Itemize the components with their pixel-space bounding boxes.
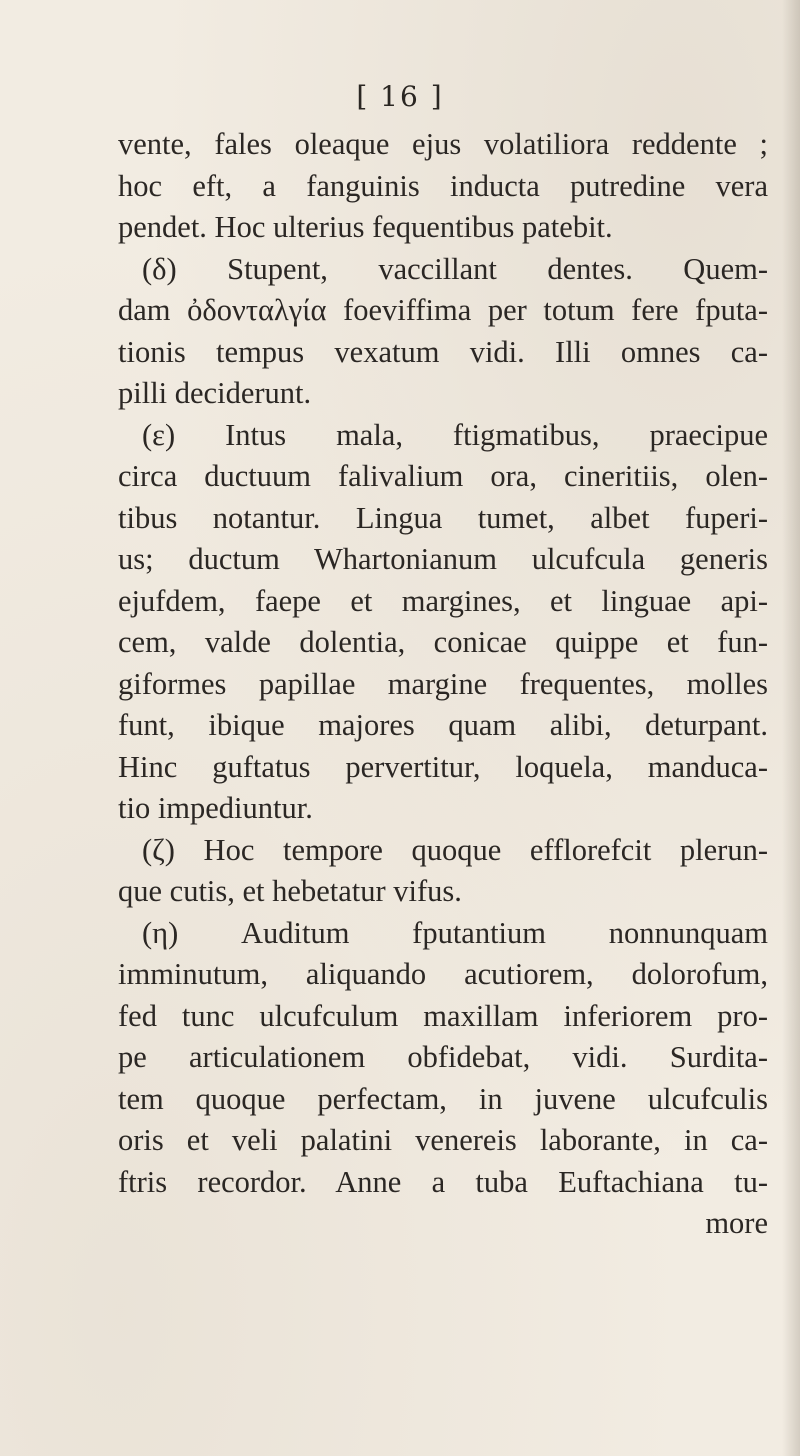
text-line: oris et veli palatini venereis laborante, in ca- <box>118 1123 768 1157</box>
page-number: [ 16 ] <box>356 80 444 113</box>
text-line: tio impediuntur. <box>118 791 313 825</box>
text-line: que cutis, et hebetatur vifus. <box>118 874 462 908</box>
text-line: pendet. Hoc ulterius fequentibus patebit. <box>118 210 613 244</box>
text-line: ftris recordor. Anne a tuba Euftachiana tu- <box>118 1164 768 1199</box>
text-line: pe articulationem obfidebat, vidi. Surdita- <box>118 1040 768 1074</box>
text-line: pilli deciderunt. <box>118 376 312 410</box>
body-text <box>118 124 768 1245</box>
text-line: ejufdem, faepe et margines, et linguae api- <box>118 583 768 618</box>
text-line: tionis tempus vexatum vidi. Illi omnes ca- <box>118 334 768 369</box>
text-line: cem, valde dolentia, conicae quippe et fun- <box>118 625 768 659</box>
text-line: (η) Auditum fputantium nonnunquam <box>142 915 768 950</box>
text-line: giformes papillae margine frequentes, molles <box>118 666 768 701</box>
text-line: (ζ) Hoc tempore quoque efflorefcit plerun- <box>142 832 768 867</box>
text-line: Hinc guftatus pervertitur, loquela, manduca- <box>118 749 768 784</box>
text-line: tem quoque perfectam, in juvene ulcufculis <box>118 1081 768 1116</box>
text-line: fed tunc ulcufculum maxillam inferiorem pro- <box>118 998 768 1033</box>
page-edge-shadow <box>782 0 800 1456</box>
text-line: funt, ibique majores quam alibi, deturpant. <box>118 708 768 742</box>
text-line: vente, fales oleaque ejus volatiliora reddente ; <box>118 127 768 161</box>
text-line: (ε) Intus mala, ftigmatibus, praecipue <box>142 417 768 452</box>
text-line: (δ) Stupent, vaccillant dentes. Quem- <box>142 251 768 286</box>
text-line: imminutum, aliquando acutiorem, dolorofum, <box>118 957 768 991</box>
text-line: us; ductum Whartonianum ulcufcula generis <box>118 542 768 576</box>
text-line: tibus notantur. Lingua tumet, albet fuperi- <box>118 500 768 535</box>
text-line: circa ductuum falivalium ora, cineritiis, olen- <box>118 459 768 493</box>
text-line: dam ὀδονταλγία foeviffima per totum fere fputa- <box>118 293 768 327</box>
catchword: more <box>705 1206 768 1240</box>
text-line: hoc eft, a fanguinis inducta putredine vera <box>118 168 768 203</box>
